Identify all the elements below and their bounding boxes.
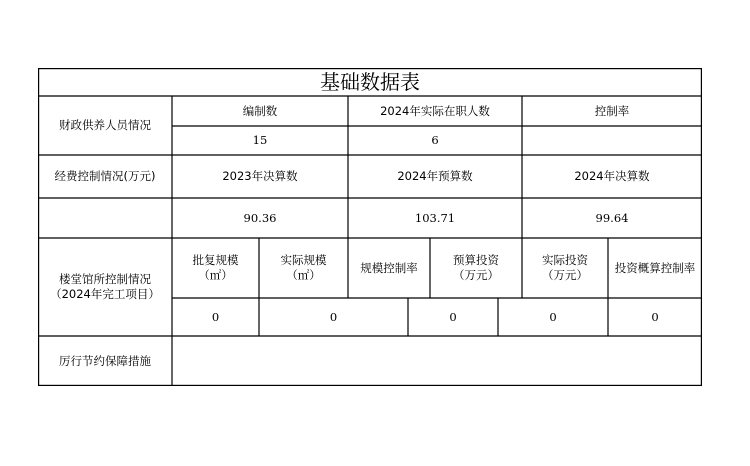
building-header-actual-investment: [522, 238, 608, 298]
measures-label: 厉行节约保障措施: [59, 353, 151, 368]
building-label: [38, 238, 172, 336]
header-line: 实际投资: [542, 253, 588, 267]
building-label-line2: （2024年完工项目）: [50, 287, 160, 301]
staff-label: 财政供养人员情况: [59, 118, 151, 132]
header-unit: （㎡）: [198, 268, 233, 282]
funding-value-2024-final: 99.64: [595, 210, 629, 225]
basic-data-table: [38, 68, 702, 386]
building-label-line1: 楼堂馆所控制情况: [59, 272, 151, 286]
header-line: 实际规模: [280, 253, 327, 267]
funding-label: 经费控制情况(万元): [54, 169, 156, 183]
staff-value-rate: [522, 126, 702, 155]
funding-header-2024-budget: 2024年预算数: [397, 169, 473, 183]
building-value-1: 0: [211, 309, 220, 324]
building-value-4: 0: [549, 309, 557, 324]
building-header-budget-investment: [430, 238, 522, 298]
header-unit: （㎡）: [286, 268, 321, 282]
header-line: 投资概算控制率: [614, 260, 696, 275]
measures-value: [172, 336, 702, 386]
staff-header-actual: 2024年实际在职人数: [380, 103, 490, 118]
building-value-2: 0: [329, 309, 338, 324]
funding-value-2023-final: 90.36: [243, 210, 277, 225]
table-title: 基础数据表: [320, 69, 420, 94]
building-header-actual-scale: [259, 238, 348, 298]
header-unit: （万元）: [542, 268, 588, 282]
header-line: 批复规模: [192, 253, 239, 267]
header-line: 规模控制率: [360, 260, 418, 275]
funding-header-2023-final: 2023年决算数: [222, 169, 298, 183]
staff-header-rate: 控制率: [594, 103, 630, 118]
header-line: 预算投资: [453, 253, 499, 267]
header-unit: （万元）: [453, 268, 499, 282]
staff-value-actual: 6: [431, 133, 439, 147]
funding-header-2024-final: 2024年决算数: [574, 169, 650, 183]
staff-header-quota: 编制数: [242, 103, 278, 118]
building-header-approved-scale: [172, 238, 259, 298]
building-value-5: 0: [651, 309, 659, 324]
building-value-3: 0: [449, 309, 457, 324]
building-header-investment-rate: [608, 238, 702, 298]
staff-value-quota: 15: [252, 133, 268, 147]
building-header-scale-rate: [348, 238, 430, 298]
funding-value-2024-budget: 103.71: [414, 210, 456, 225]
